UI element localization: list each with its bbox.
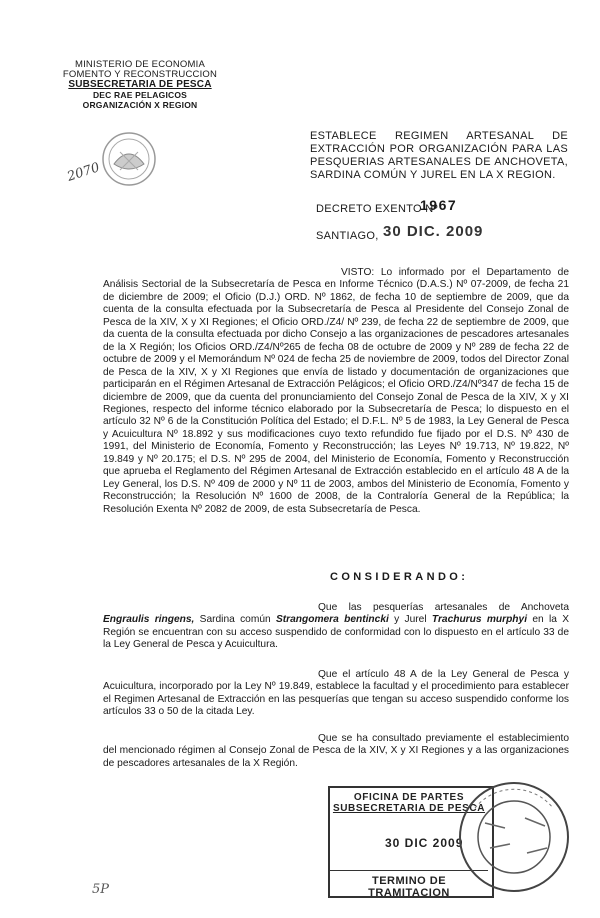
department-code: DEC RAE PELAGICOS [92,90,188,100]
undersecretariat-name: SUBSECRETARIA DE PESCA [68,79,212,90]
species-jurel: Trachurus murphyi [431,614,528,626]
office-stamp-footer: TERMINO DE TRAMITACION [330,870,488,899]
c1-text-d: en la X Región se encuentran con su acceso suspendido de conformidad con lo dispuesto en el artículo 33 de la Ley General de Pesca y Acuicultura. [103,614,569,651]
visto-paragraph: VISTO: Lo informado por el Departamento de Análisis Sectorial de la Subsecretaría de Pesca en Informe Técnico (D.A.S.) Nº 07-2009, de fecha 21 de diciembre de 2009; el Oficio (D.J.) ORD. Nº 1862, de fecha 10 de septiembre de 2009, que da cuenta de la consulta efectuada por la Subsecretaría de Pesca al Presidente del Consejo Zonal de Pesca de la XIV, X y XI Regiones; el Oficio ORD./Z4/ Nº 239, de fecha 22 de septiembre de 2009, que da cuenta de la consulta efectuada por dicho Consejo a las organizaciones de pescadores artesanales de la X Región; los Oficios ORD./Z4/Nº265 de fecha 08 de octubre de 2009 y Nº 289 de fecha 22 de octubre de 2009 y el Memorándum Nº 024 de fecha 25 de noviembre de 2009, todos del Director Zonal de Pesca de la XIV, X y XI Regiones que envía de listado y documentación de organizaciones que participarán en el Régimen Artesanal de Extracción Pelágicos; el Oficio ORD./Z4/Nº347 de fecha 15 de diciembre de 2009, que da cuenta del pronunciamiento del Consejo Zonal de Pesca de la XIV, X y XI Regiones, respecto del informe técnico elaborado por la Subsecretaría de Pesca; lo dispuesto en el artículo 32 Nº 6 de la Constitución Política del Estado; el D.F.L. Nº 5 de 1983, la Ley General de Pesca y Acuicultura Nº 18.892 y sus modificaciones cuyo texto refundido fue fijado por el D.S. Nº 430 de 1991, del Ministerio de Economía, Fomento y Reconstrucción; las Leyes Nº 19.713, Nº 19.822, Nº 19.849 y Nº 20.175; el D.S. Nº 295 de 2004, del Ministerio de Economía, Fomento y Reconstrucción que aprueba el Reglamento del Régimen Artesanal de Extracción establecido en el artículo 48 A de la Ley General, los D.S. Nº 409 de 2000 y Nº 11 de 2003, ambos del Ministerio de Economía, Fomento y Reconstrucción; la Resolución Nº 1600 de 2008, de la Contraloría General de la República; la Resolución Exenta Nº 2082 de 2009, de esta Subsecretaría de Pesca. [103,267,569,515]
office-stamp-title: OFICINA DE PARTES [353,792,465,803]
organization-region: ORGANIZACIÓN X REGION [82,100,198,110]
considerando-heading: CONSIDERANDO: [330,571,469,583]
species-sardina: Strangomera bentincki [275,614,389,626]
c1-text-a: Que las pesquerías artesanales de Anchoveta [318,602,569,613]
decree-place: SANTIAGO, [316,230,379,242]
ministry-subtitle: FOMENTO Y RECONSTRUCCION [62,69,218,80]
considerando-paragraph-2: Que el artículo 48 A de la Ley General de Pesca y Acuicultura, incorporado por la Ley Nº 19.849, establece la facultad y el procedimiento para establecer el Regimen Artesanal de Extracción en las pesquerías que tengan su acceso suspendido conforme los artículos 33 o 50 de la citada Ley. [103,669,569,718]
considerando-paragraph-3: Que se ha consultado previamente el establecimiento del mencionado régimen al Consejo Zonal de Pesca de la XIV, X y XI Regiones y a las organizaciones de pescadores artesanales de la X Región. [103,733,569,769]
ministry-name: MINISTERIO DE ECONOMIA [74,59,206,70]
official-seal-icon [100,130,158,188]
decree-number: 1967 [420,197,458,213]
c1-text-b: Sardina común [194,614,276,626]
decree-label: DECRETO EXENTO Nº [316,203,438,215]
round-seal-stamp-icon [455,778,573,896]
c1-text-c: y Jurel [388,614,432,626]
letterhead [45,60,235,110]
considerando-paragraph-1 [103,602,569,652]
office-stamp-subtitle: SUBSECRETARIA DE PESCA [332,803,486,814]
decree-date: 30 DIC. 2009 [383,223,484,240]
species-anchoveta: Engraulis ringens, [103,614,195,626]
office-stamp-date: 30 DIC 2009 [385,836,464,850]
handwritten-number: 2070 [65,160,102,185]
decree-subject: ESTABLECE REGIMEN ARTESANAL DE EXTRACCIÓN POR ORGANIZACIÓN PARA LAS PESQUERIAS ARTESANALES DE ANCHOVETA, SARDINA COMÚN Y JUREL EN LA X REGION. [310,130,568,181]
page-mark: 5P [92,882,110,897]
